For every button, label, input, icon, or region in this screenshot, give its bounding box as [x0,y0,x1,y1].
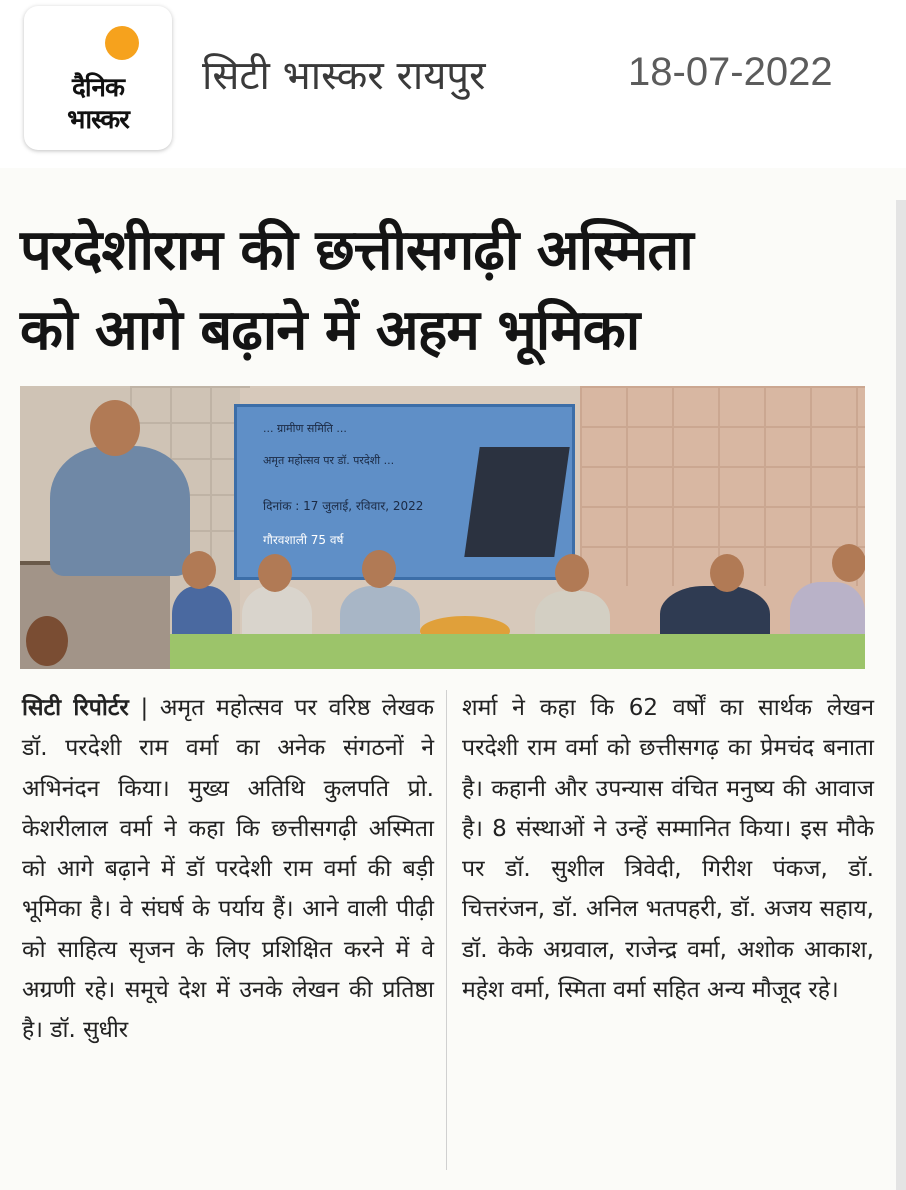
headline-line-2: को आगे बढ़ाने में अहम भूमिका [20,298,640,363]
logo-text-line1: दैनिक [72,73,124,103]
edition-name: सिटी भास्कर रायपुर [202,53,486,99]
article-text-right: शर्मा ने कहा कि 62 वर्षों का सार्थक लेखन परदेशी राम वर्मा को छत्तीसगढ़ का प्रेमचंद बनाता है। कहानी और उपन्यास वंचित मनुष्य की आवाज है। 8 संस्थाओं ने उन्हें सम्मानित किया। इस मौके पर डॉ. सुशील त्रिवेदी, गिरीश पंकज, डॉ. चित्तरंजन, डॉ. अनिल भतपहरी, डॉ. अजय सहाय, डॉ. केके अग्रवाल, राजेन्द्र वर्मा, अशोक आकाश, महेश वर्मा, स्मिता वर्मा सहित अन्य मौजूद रहे। [462,695,874,1004]
guest-head [832,544,865,582]
page-header [0,0,906,165]
reporter-byline: सिटी रिपोर्टर [22,695,129,721]
speaker-head [90,400,140,456]
byline-separator: | [140,695,149,721]
poster-portrait [26,616,68,666]
event-photo [20,386,865,669]
sun-icon [105,26,139,60]
speaker-figure [50,446,190,576]
column-divider [446,690,447,1170]
article-column-right [462,688,874,1010]
banner-portrait [464,447,569,557]
banner-text-2: अमृत महोत्सव पर डॉ. परदेशी ... [263,454,395,467]
banner-text-4: गौरवशाली 75 वर्ष [263,533,344,547]
guest-head [362,550,396,588]
guest-head [182,551,216,589]
banner-text-1: ... ग्रामीण समिति ... [263,422,347,435]
edition-date: 18-07-2022 [628,50,833,94]
article-column-left [22,688,434,1051]
dainik-bhaskar-logo[interactable] [24,6,172,150]
dais-table [170,634,865,669]
event-banner [234,404,575,580]
banner-text-3: दिनांक : 17 जुलाई, रविवार, 2022 [263,499,424,513]
guest-head [258,554,292,592]
headline-line-1: परदेशीराम की छत्तीसगढ़ी अस्मिता [20,218,693,283]
guest-head [555,554,589,592]
page-edge [896,200,906,1190]
article-text-left: अमृत महोत्सव पर वरिष्ठ लेखक डॉ. परदेशी राम वर्मा का अनेक संगठनों ने अभिनंदन किया। मुख्य अतिथि कुलपति प्रो. केशरीलाल वर्मा ने कहा कि छत्तीसगढ़ी अस्मिता को आगे बढ़ाने में डॉ परदेशी राम वर्मा की बड़ी भूमिका है। वे संघर्ष के पर्याय हैं। आने वाली पीढ़ी को साहित्य सृजन के लिए प्रशिक्षित करने में वे अग्रणी रहे। समूचे देश में उनके लेखन की प्रतिष्ठा है। डॉ. सुधीर [22,695,434,1044]
guest-head [710,554,744,592]
logo-text-line2: भास्कर [67,105,129,135]
